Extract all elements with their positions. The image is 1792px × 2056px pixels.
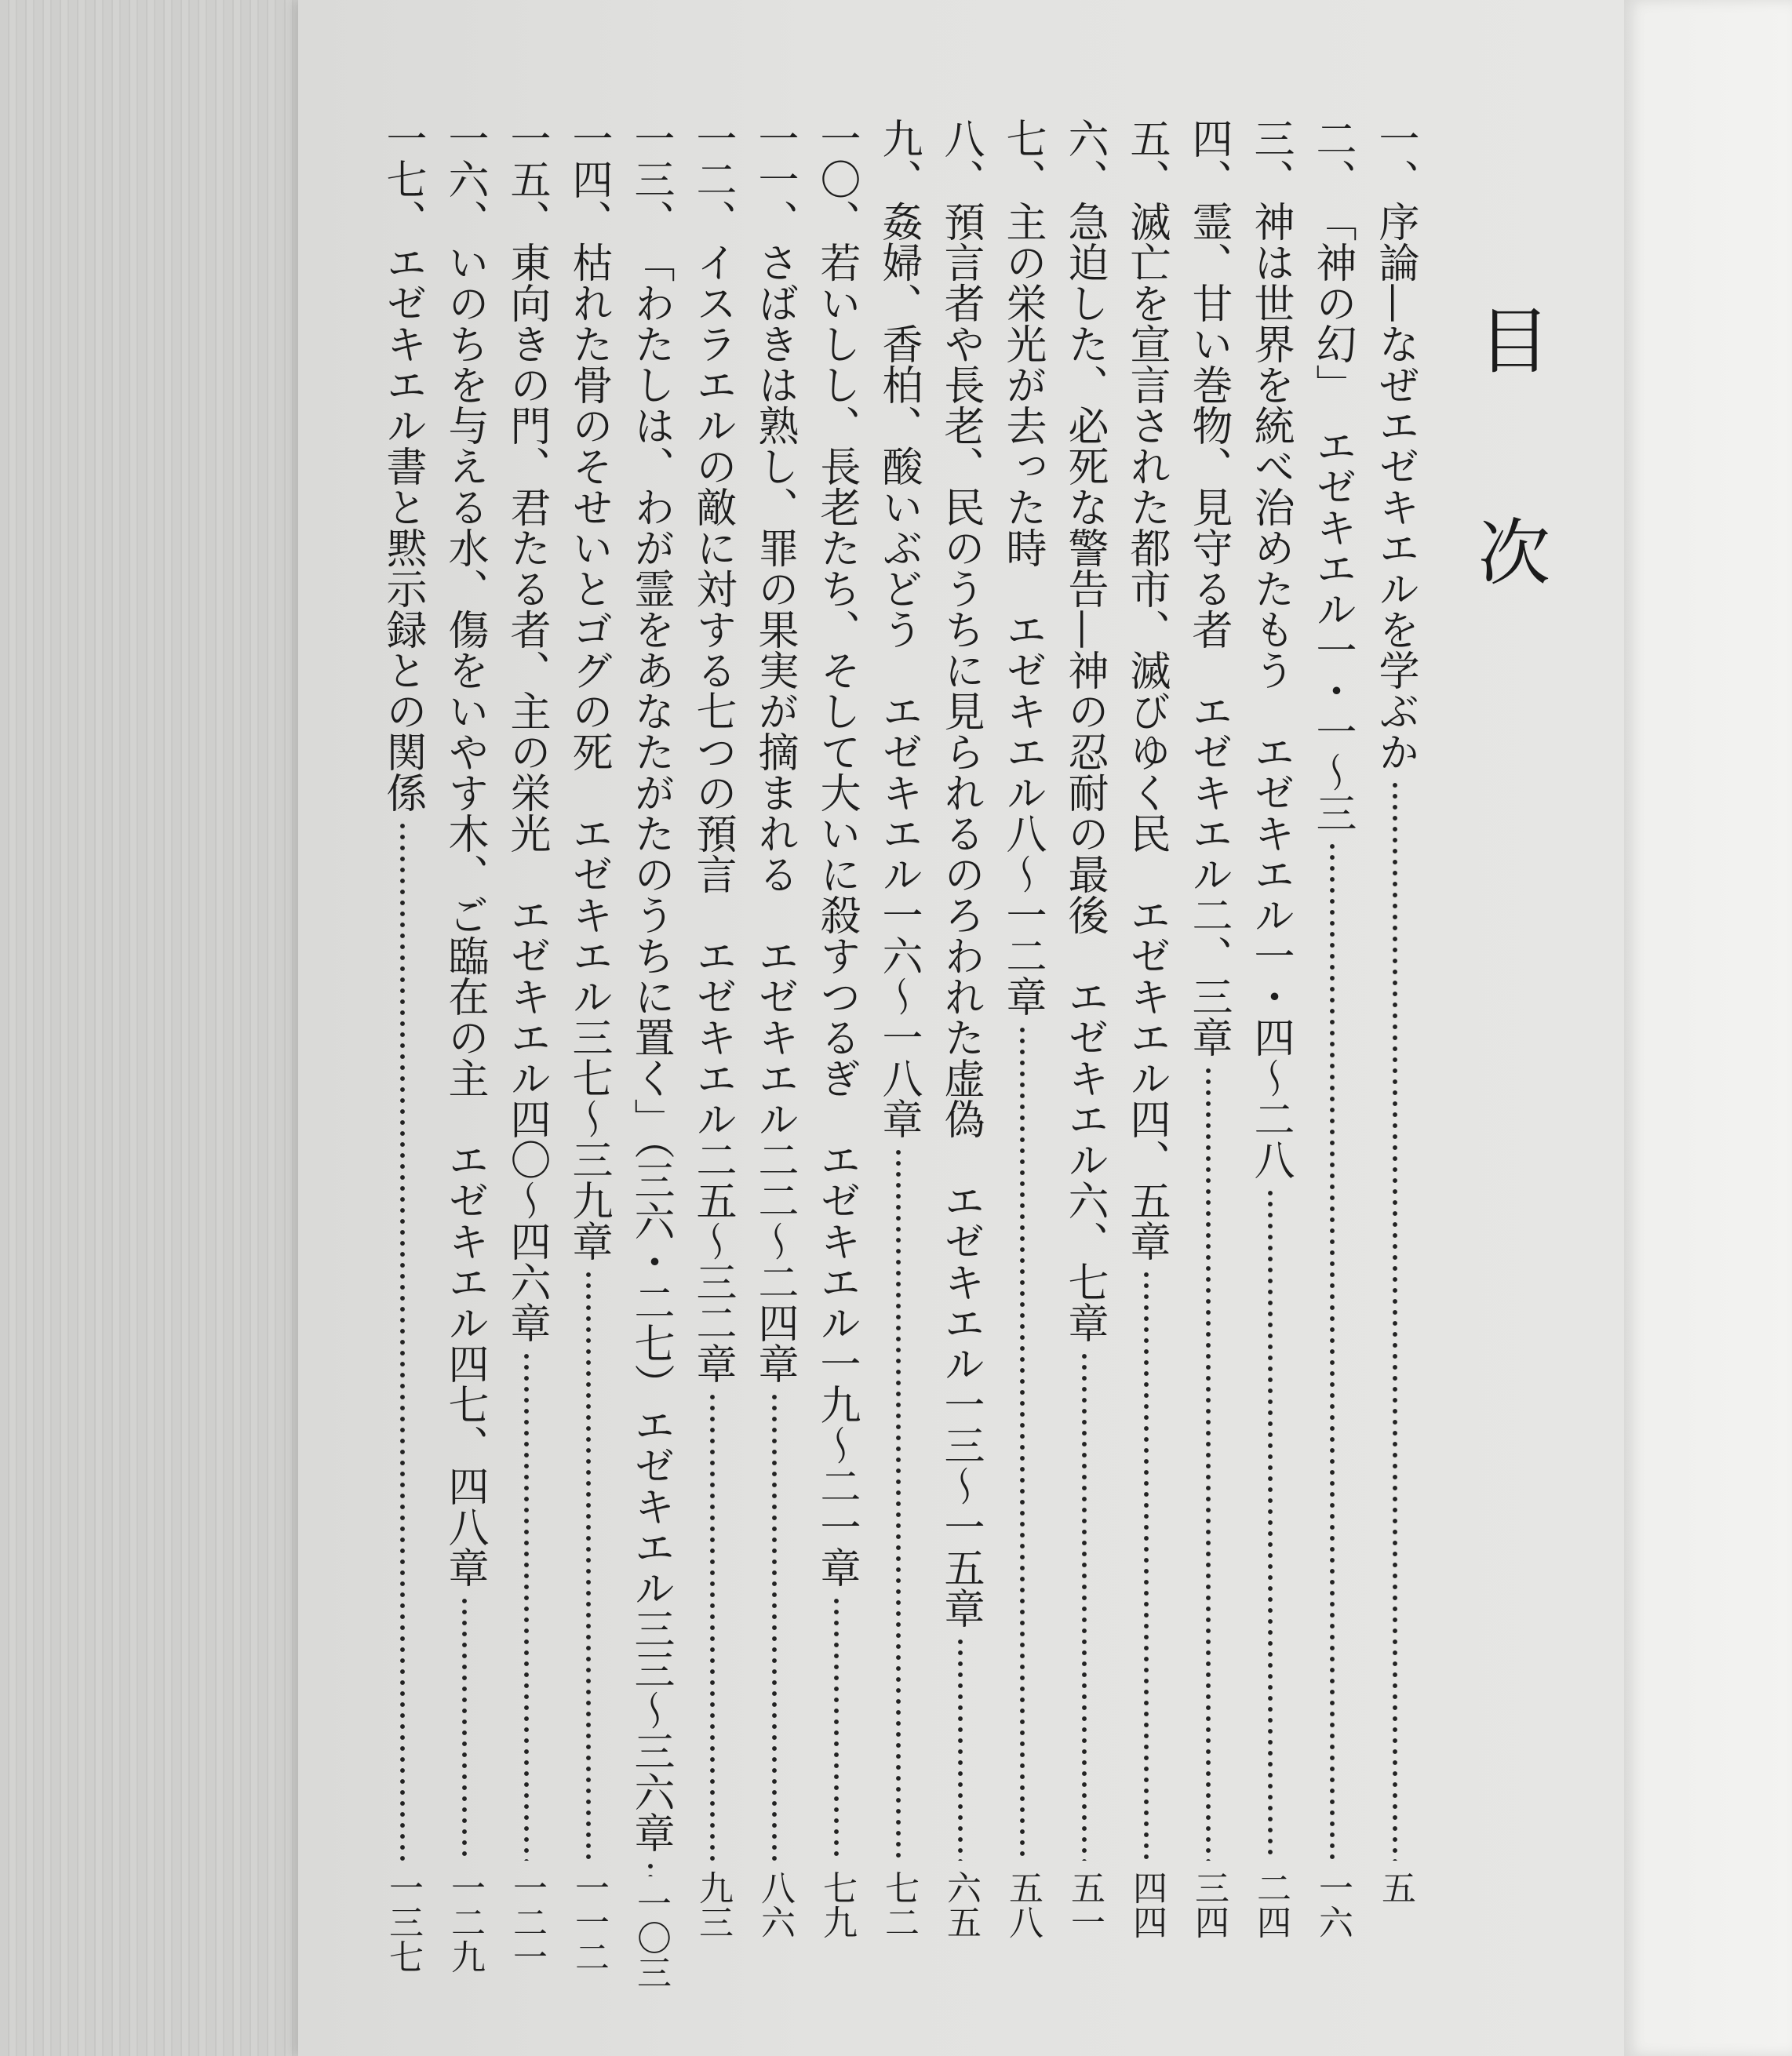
page-number: 四四: [1127, 1870, 1167, 1939]
entry-number: 二、: [1309, 118, 1356, 199]
dot-leader: [461, 1596, 468, 1861]
toc-heading-char-1: 目: [1477, 300, 1550, 384]
dot-leader: [833, 1596, 840, 1861]
page-number: 五: [1375, 1870, 1415, 1905]
entry-title: 主の栄光が去った時 エゼキエル八〜一二章: [999, 201, 1046, 1017]
entry-number: 一七、: [379, 118, 426, 240]
toc-entry-8: [931, 118, 989, 1938]
adjacent-page-edge: [1624, 0, 1792, 2056]
dot-leader: [709, 1392, 716, 1861]
underlying-pages-edge: [0, 0, 298, 2056]
toc-entry-14: [559, 118, 617, 1974]
page-number: 六五: [941, 1870, 981, 1939]
page-number: 七九: [817, 1870, 857, 1939]
entry-title: 序論—なぜエゼキエルを学ぶか: [1371, 201, 1419, 772]
dot-leader: [647, 1861, 654, 1876]
dot-leader: [1392, 780, 1398, 1861]
toc-heading-char-2: 次: [1477, 511, 1550, 595]
entry-number: 五、: [1123, 118, 1170, 199]
toc-entry-3: [1241, 118, 1299, 1938]
entry-title: イスラエルの敵に対する七つの預言 エゼキエル二五〜三二章: [689, 242, 736, 1384]
entry-number: 一四、: [565, 118, 612, 240]
entry-number: 一〇、: [813, 118, 860, 240]
toc-entry-10: [807, 118, 865, 1938]
entry-title: 霊、甘い巻物、見守る者 エゼキエル二、三章: [1185, 201, 1232, 1057]
entry-number: 六、: [1061, 118, 1108, 199]
dot-leader: [1329, 841, 1335, 1861]
entry-number: 一三、: [627, 118, 674, 240]
page-number: 八六: [755, 1870, 795, 1939]
dot-leader: [771, 1392, 778, 1861]
entry-title: いのちを与える水、傷をいやす木、ご臨在の主 エゼキエル四七、四八章: [441, 242, 488, 1588]
page-number: 一二九: [445, 1870, 485, 1974]
dot-leader: [399, 821, 406, 1861]
entry-title: さばきは熟し、罪の果実が摘まれる エゼキエル二二〜二四章: [751, 242, 798, 1384]
toc-entry-15: [497, 118, 555, 1974]
toc-entry-7: [993, 118, 1051, 1938]
entry-title: 預言者や長老、民のうちに見られるのろわれた虚偽 エゼキエル一三〜一五章: [937, 201, 984, 1628]
toc-entry-13: [621, 118, 679, 1989]
toc-entry-1: [1366, 118, 1424, 1938]
toc-entry-12: [683, 118, 741, 1938]
page-number: 九三: [693, 1870, 733, 1939]
page-number: 五八: [1003, 1870, 1043, 1939]
entry-title: 急迫した、必死な警告—神の忍耐の最後 エゼキエル六、七章: [1061, 201, 1108, 1343]
entry-title: 「わたしは、わが霊をあなたがたのうちに置く」（三六・二七）エゼキエル三三〜三六章: [627, 242, 674, 1853]
page-number: 三四: [1189, 1870, 1229, 1939]
entry-title: 「神の幻」 エゼキエル一・一〜三: [1309, 201, 1356, 833]
entry-number: 三、: [1247, 118, 1294, 199]
dot-leader: [895, 1147, 901, 1861]
toc-entry-2: [1303, 118, 1361, 1938]
page-number: 七二: [879, 1870, 919, 1939]
entry-number: 一一、: [751, 118, 798, 240]
entry-number: 一、: [1371, 118, 1419, 199]
page-number: 五一: [1065, 1870, 1105, 1939]
entry-title: 枯れた骨のそせいとゴグの死 エゼキエル三七〜三九章: [565, 242, 612, 1261]
dot-leader: [585, 1269, 592, 1861]
toc-entry-9: [869, 118, 927, 1938]
toc-entry-5: [1117, 118, 1175, 1938]
page-number: 一二一: [507, 1870, 547, 1974]
page-number: 一六: [1313, 1870, 1353, 1939]
entry-title: エゼキエル書と黙示録との関係: [379, 242, 426, 813]
entry-number: 八、: [937, 118, 984, 199]
entry-number: 一六、: [441, 118, 488, 240]
toc-entry-11: [745, 118, 803, 1938]
entry-title: 神は世界を統べ治めたもう エゼキエル一・四〜二八: [1247, 201, 1294, 1180]
page-number: 二四: [1251, 1870, 1291, 1939]
entry-number: 一二、: [689, 118, 736, 240]
dot-leader: [1205, 1065, 1211, 1861]
dot-leader: [523, 1351, 530, 1861]
page-number: 一〇三: [631, 1886, 671, 1989]
entry-title: 若いしし、長老たち、そして大いに殺すつるぎ エゼキエル一九〜二一章: [813, 242, 860, 1588]
dot-leader: [957, 1636, 963, 1861]
toc-entry-16: [435, 118, 494, 1974]
dot-leader: [1019, 1024, 1025, 1861]
entry-number: 一五、: [503, 118, 550, 240]
entry-title: 滅亡を宣言された都市、滅びゆく民 エゼキエル四、五章: [1123, 201, 1170, 1261]
dot-leader: [1081, 1351, 1087, 1861]
page-number: 一三七: [383, 1870, 423, 1974]
dot-leader: [1143, 1269, 1149, 1861]
toc-entry-6: [1055, 118, 1113, 1938]
dot-leader: [1267, 1188, 1273, 1861]
entry-number: 九、: [875, 118, 922, 199]
toc-entry-17: [373, 118, 432, 1974]
entry-title: 東向きの門、君たる者、主の栄光 エゼキエル四〇〜四六章: [503, 242, 550, 1343]
entry-number: 四、: [1185, 118, 1232, 199]
page-number: 一一二: [569, 1870, 609, 1974]
entry-number: 七、: [999, 118, 1046, 199]
entry-title: 姦婦、香柏、酸いぶどう エゼキエル一六〜一八章: [875, 201, 922, 1139]
toc-entry-4: [1179, 118, 1237, 1938]
